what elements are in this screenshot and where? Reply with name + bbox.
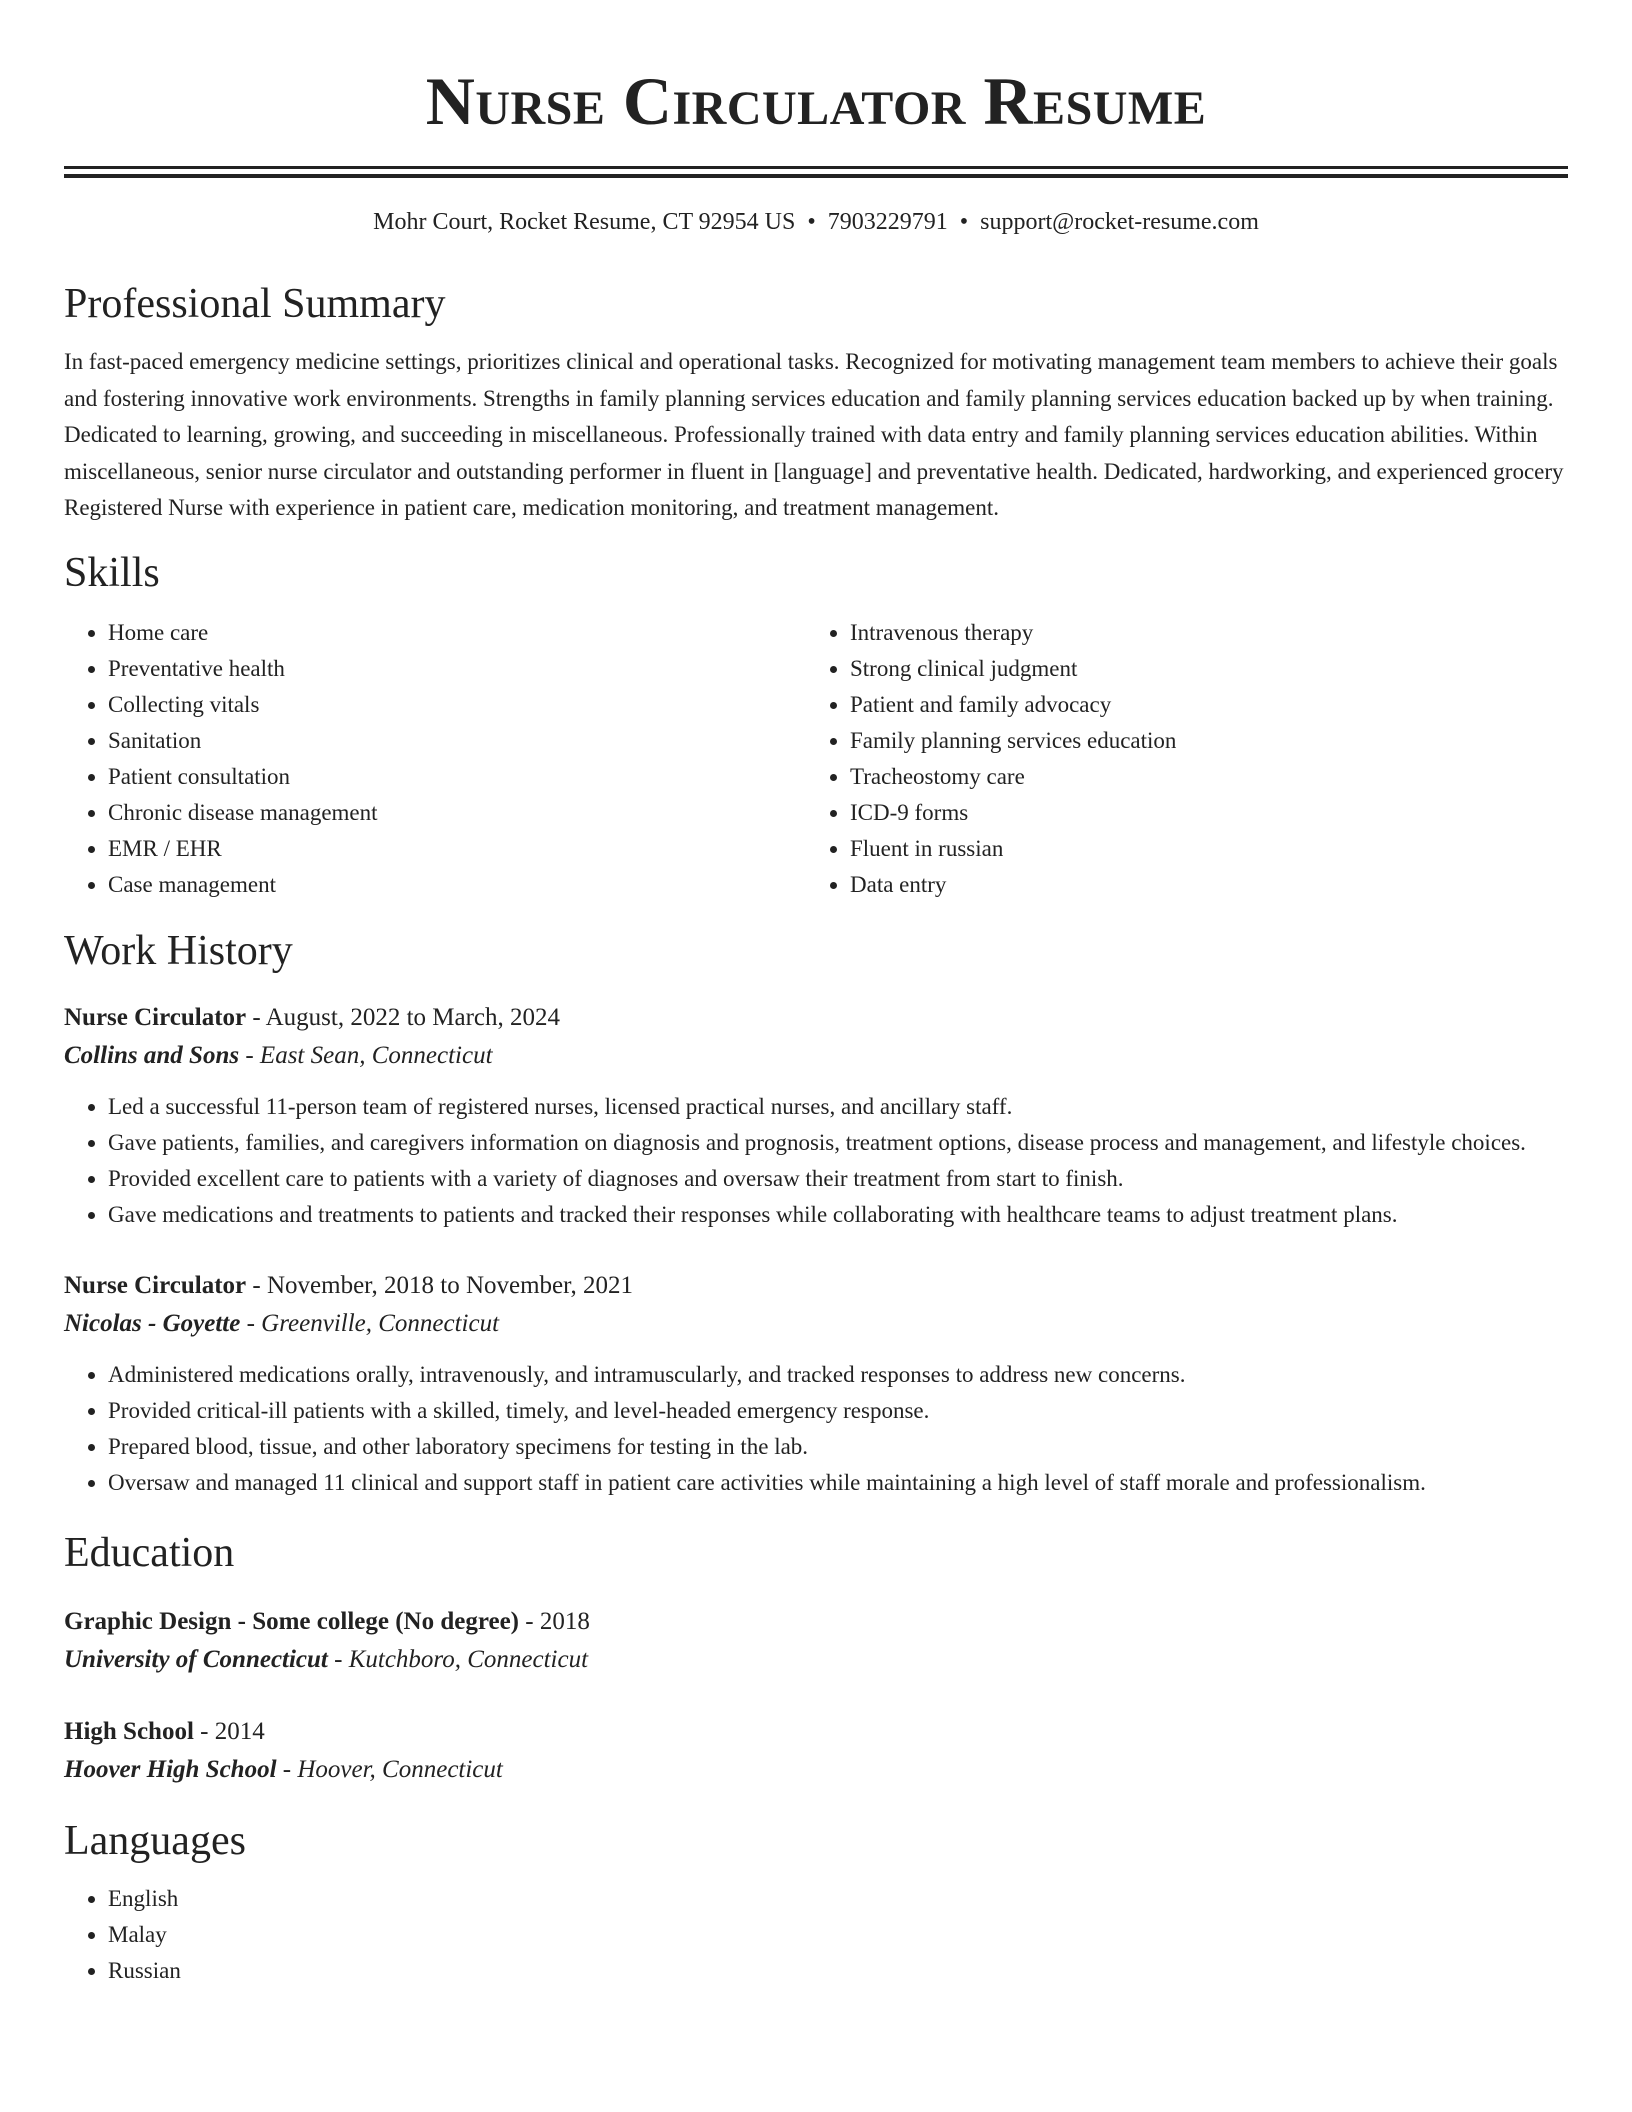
education-degree: High School (64, 1717, 194, 1745)
skill-item: • EMR / EHR (108, 831, 806, 867)
job-title-line (64, 999, 1568, 1037)
education-year: - 2018 (519, 1607, 590, 1635)
skill-item: • Sanitation (108, 723, 806, 759)
education-school: Hoover High School (64, 1755, 277, 1783)
job-location: - East Sean, Connecticut (239, 1041, 493, 1069)
job-bullets (64, 1089, 1568, 1233)
skills-column-left (64, 615, 806, 903)
language-item: • Russian (108, 1953, 1568, 1989)
job-employer: Collins and Sons (64, 1041, 240, 1069)
skills-column-right (806, 615, 1548, 903)
contact-address: Mohr Court, Rocket Resume, CT 92954 US (373, 209, 796, 235)
skill-item: • Home care (108, 615, 806, 651)
education-entry (64, 1603, 1568, 1679)
skill-item: • ICD-9 forms (850, 795, 1548, 831)
languages-list (64, 1881, 1568, 1989)
job-entry (64, 999, 1568, 1233)
skill-item: • Fluent in russian (850, 831, 1548, 867)
language-item: • English (108, 1881, 1568, 1917)
skill-item: • Patient and family advocacy (850, 687, 1548, 723)
contact-separator: • (959, 209, 969, 235)
resume-title: Nurse Circulator Resume (425, 63, 1207, 139)
skills-heading: Skills (64, 549, 160, 596)
skill-item: • Strong clinical judgment (850, 651, 1548, 687)
job-title-line (64, 1267, 1568, 1305)
job-bullet: • Gave medications and treatments to patients and tracked their responses while collaborating with healthcare teams to adjust treatment plans. (108, 1197, 1568, 1233)
education-degree-line (64, 1713, 1568, 1751)
contact-phone: 7903229791 (827, 209, 948, 235)
education-year: - 2014 (193, 1717, 265, 1745)
job-bullet: • Gave patients, families, and caregivers information on diagnosis and prognosis, treatment options, disease process and management, and lifestyle choices. (108, 1125, 1568, 1161)
job-employer-line (64, 1305, 1568, 1343)
skills-grid (64, 615, 1568, 903)
skill-item: • Tracheostomy care (850, 759, 1548, 795)
job-title: Nurse Circulator (64, 1271, 247, 1299)
skill-item: • Case management (108, 867, 806, 903)
job-entry (64, 1267, 1568, 1501)
job-bullet: • Administered medications orally, intravenously, and intramuscularly, and tracked responses to address new concerns. (108, 1357, 1568, 1393)
job-employer: Nicolas - Goyette (64, 1309, 241, 1337)
education-location: - Kutchboro, Connecticut (327, 1645, 589, 1673)
skill-item: • Preventative health (108, 651, 806, 687)
job-dates: - August, 2022 to March, 2024 (246, 1003, 561, 1031)
education-degree-line (64, 1603, 1568, 1641)
education-school: University of Connecticut (64, 1645, 328, 1673)
contact-email: support@rocket-resume.com (980, 209, 1259, 235)
skill-item: • Collecting vitals (108, 687, 806, 723)
contact-line (64, 206, 1568, 238)
education-school-line (64, 1751, 1568, 1789)
job-bullet: • Prepared blood, tissue, and other laboratory specimens for testing in the lab. (108, 1429, 1568, 1465)
skill-item: • Intravenous therapy (850, 615, 1548, 651)
education-school-line (64, 1641, 1568, 1679)
work-history-heading: Work History (64, 927, 293, 974)
education-degree: Graphic Design - Some college (No degree) (64, 1607, 519, 1635)
skill-item: • Chronic disease management (108, 795, 806, 831)
language-item: • Malay (108, 1917, 1568, 1953)
title-divider-top (64, 166, 1568, 169)
skill-item: • Family planning services education (850, 723, 1548, 759)
contact-separator: • (807, 209, 816, 235)
job-employer-line (64, 1037, 1568, 1075)
job-bullets (64, 1357, 1568, 1501)
education-entry (64, 1713, 1568, 1789)
education-heading: Education (64, 1529, 235, 1576)
job-dates: - November, 2018 to November, 2021 (246, 1271, 633, 1299)
summary-text: In fast-paced emergency medicine settings, prioritizes clinical and operational tasks. Recognized for motivating management team members to achieve their goals and fostering innovative work environments. Strengths in family planning services education and family planning services education backed up by when training. Dedicated to learning, growing, and succeeding in miscellaneous. Professionally trained with data entry and family planning services education abilities. Within miscellaneous, senior nurse circulator and outstanding performer in fluent in [language] and preventative health. Dedicated, hardworking, and experienced grocery Registered Nurse with experience in patient care, medication monitoring, and treatment management. (64, 349, 1564, 521)
job-bullet: • Led a successful 11-person team of registered nurses, licensed practical nurses, and ancillary staff. (108, 1089, 1568, 1125)
job-location: - Greenville, Connecticut (240, 1309, 500, 1337)
job-title: Nurse Circulator (64, 1003, 247, 1031)
summary-heading: Professional Summary (64, 281, 446, 327)
languages-heading: Languages (64, 1817, 246, 1864)
skill-item: • Patient consultation (108, 759, 806, 795)
skill-item: • Data entry (850, 867, 1548, 903)
education-location: - Hoover, Connecticut (276, 1755, 503, 1783)
job-bullet: • Provided critical-ill patients with a skilled, timely, and level-headed emergency response. (108, 1393, 1568, 1429)
job-bullet: • Provided excellent care to patients with a variety of diagnoses and oversaw their treatment from start to finish. (108, 1161, 1568, 1197)
resume-page (64, 0, 1568, 1989)
title-divider-bottom (64, 174, 1568, 178)
job-bullet: • Oversaw and managed 11 clinical and support staff in patient care activities while maintaining a high level of staff morale and professionalism. (108, 1465, 1568, 1501)
